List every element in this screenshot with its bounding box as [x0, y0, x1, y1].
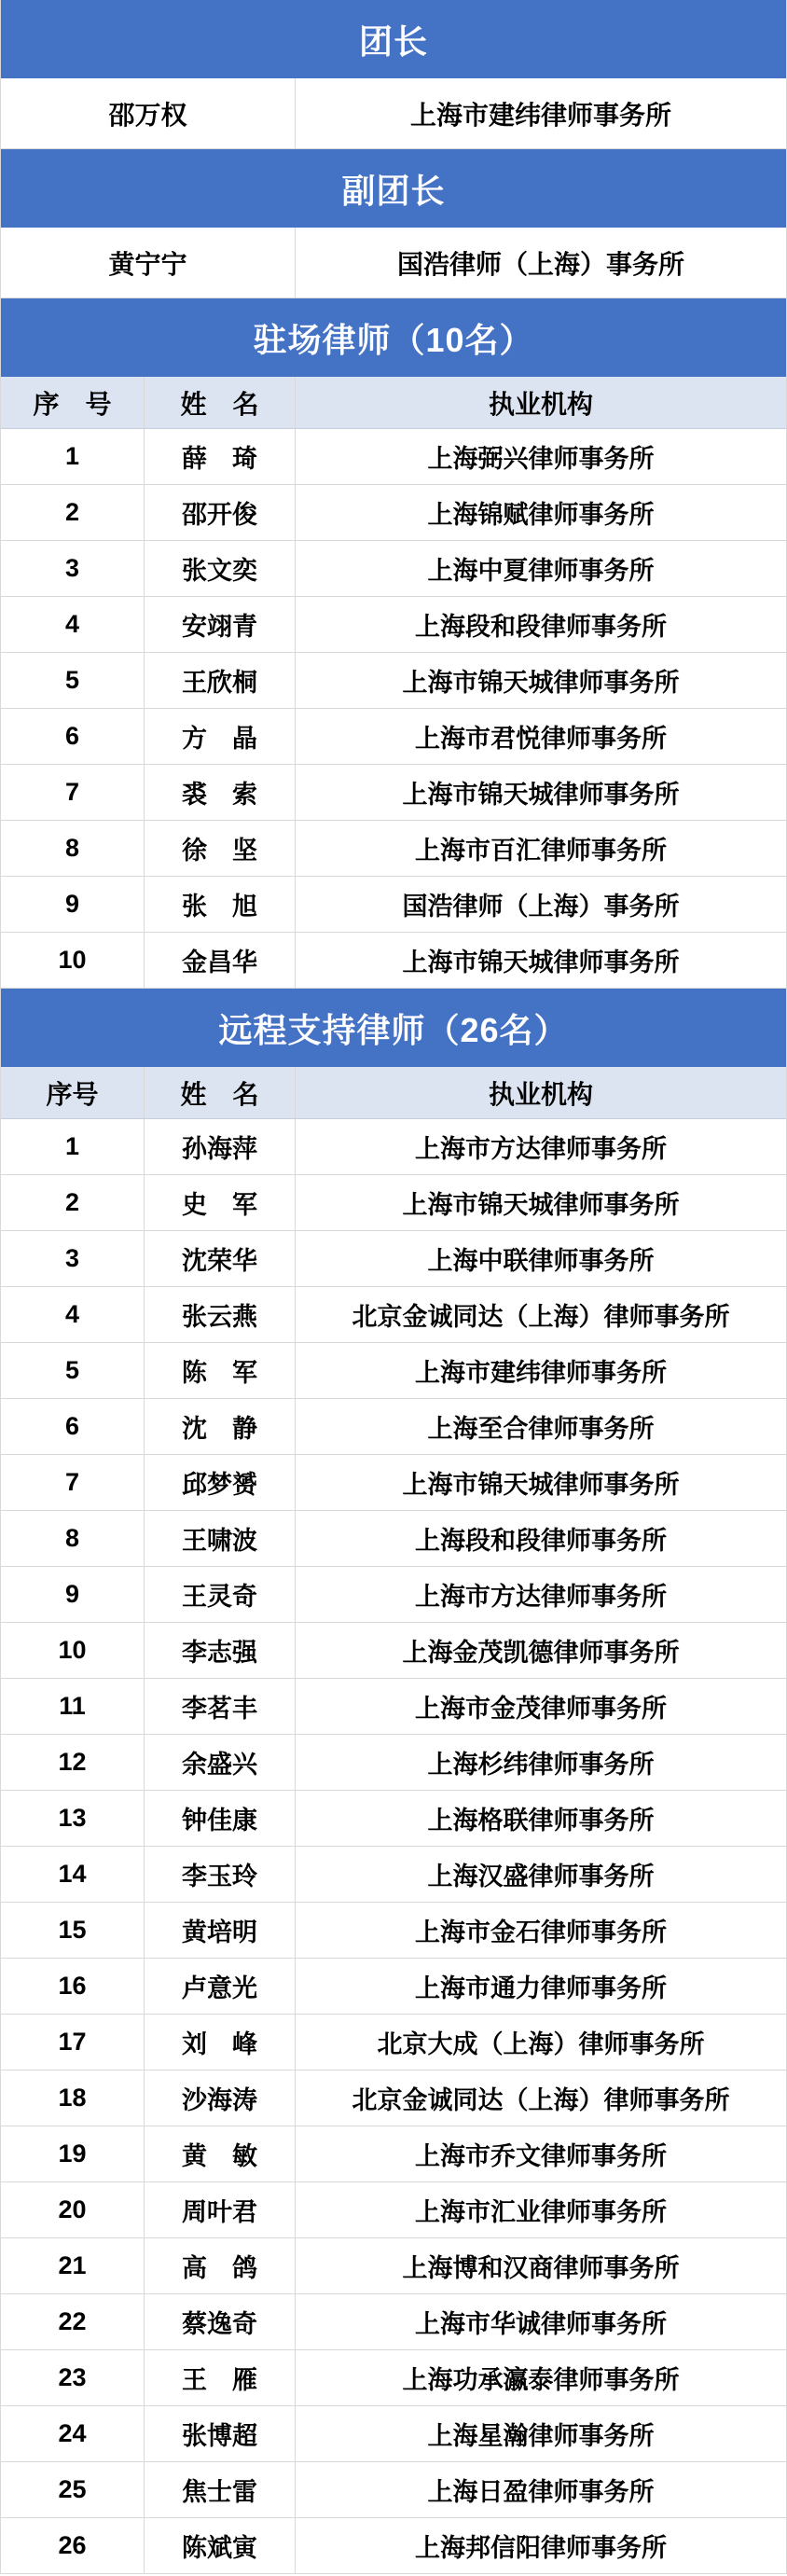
deputy-leader-name: 黄宁宁: [1, 228, 296, 298]
row-name: 徐 坚: [145, 821, 296, 876]
row-no: 9: [1, 877, 145, 932]
table-row: [1, 877, 786, 933]
row-name: 黄培明: [145, 1903, 296, 1958]
row-firm: 上海市金茂律师事务所: [415, 1695, 667, 1723]
row-no: 10: [1, 933, 145, 988]
row-firm: 上海金茂凯德律师事务所: [402, 1639, 680, 1667]
table-row: [1, 1847, 786, 1903]
table-row: [1, 1119, 786, 1175]
table-row: [1, 1175, 786, 1231]
row-name: 张 旭: [145, 877, 296, 932]
table-row: [1, 1959, 786, 2015]
row-no: 12: [1, 1735, 145, 1790]
row-firm: 上海市汇业律师事务所: [415, 2198, 667, 2226]
row-firm: 上海市锦天城律师事务所: [402, 1191, 680, 1219]
row-firm: 上海市金石律师事务所: [415, 1918, 667, 1946]
onsite-rows: [1, 429, 786, 989]
row-name: 史 军: [145, 1175, 296, 1230]
row-firm: 上海市通力律师事务所: [415, 1974, 667, 2002]
row-no: 4: [1, 1287, 145, 1342]
table-row: [1, 485, 786, 541]
row-firm: 上海邦信阳律师事务所: [415, 2534, 667, 2562]
row-firm: 国浩律师（上海）事务所: [402, 893, 680, 921]
row-no: 7: [1, 765, 145, 820]
row-firm: 上海锦赋律师事务所: [427, 501, 655, 529]
row-firm: 上海市方达律师事务所: [415, 1583, 667, 1611]
row-firm: 上海市建纬律师事务所: [415, 1359, 667, 1387]
table-row: [1, 765, 786, 821]
table-row: [1, 2015, 786, 2070]
table-row: [1, 2126, 786, 2182]
table-row: [1, 709, 786, 765]
table-row: [1, 1791, 786, 1847]
deputy-leader-firm: 国浩律师（上海）事务所: [396, 249, 684, 279]
row-name: 邵开俊: [145, 485, 296, 540]
table-row: [1, 2294, 786, 2350]
row-no: 6: [1, 1399, 145, 1454]
row-name: 王 雁: [145, 2350, 296, 2405]
row-firm: 上海至合律师事务所: [427, 1415, 655, 1443]
row-no: 10: [1, 1623, 145, 1678]
row-no: 25: [1, 2462, 145, 2517]
row-no: 16: [1, 1959, 145, 2014]
column-header-firm: 执业机构: [488, 1079, 593, 1109]
table-row: [1, 541, 786, 597]
row-no: 20: [1, 2182, 145, 2237]
row-no: 19: [1, 2126, 145, 2181]
table-row: [1, 1679, 786, 1735]
row-no: 3: [1, 1231, 145, 1286]
row-name: 沈 静: [145, 1399, 296, 1454]
row-firm: 上海功承瀛泰律师事务所: [402, 2366, 680, 2394]
column-header-name: 姓 名: [145, 1067, 296, 1118]
row-name: 沈荣华: [145, 1231, 296, 1286]
table-row: [1, 1343, 786, 1399]
row-no: 2: [1, 485, 145, 540]
row-no: 13: [1, 1791, 145, 1846]
row-name: 张云燕: [145, 1287, 296, 1342]
row-name: 王啸波: [145, 1511, 296, 1566]
row-name: 陈 军: [145, 1343, 296, 1398]
row-name: 李志强: [145, 1623, 296, 1678]
table-row: [1, 1735, 786, 1791]
table-row: [1, 429, 786, 485]
table-row: [1, 1455, 786, 1511]
leader-row: [1, 78, 786, 149]
table-row: [1, 2406, 786, 2462]
row-firm: 上海中联律师事务所: [427, 1247, 655, 1275]
table-row: [1, 2070, 786, 2126]
table-row: [1, 933, 786, 989]
row-no: 3: [1, 541, 145, 596]
row-name: 周叶君: [145, 2182, 296, 2237]
column-header-no: 序号: [1, 1067, 145, 1118]
row-firm: 上海星瀚律师事务所: [427, 2422, 655, 2450]
row-no: 24: [1, 2406, 145, 2461]
table-row: [1, 1511, 786, 1567]
row-name: 张文奕: [145, 541, 296, 596]
row-name: 陈斌寅: [145, 2518, 296, 2573]
row-name: 卢意光: [145, 1959, 296, 2014]
remote-rows: [1, 1119, 786, 2574]
row-no: 8: [1, 821, 145, 876]
row-no: 4: [1, 597, 145, 652]
row-no: 14: [1, 1847, 145, 1902]
row-no: 22: [1, 2294, 145, 2349]
row-no: 21: [1, 2238, 145, 2293]
row-no: 23: [1, 2350, 145, 2405]
row-firm: 北京大成（上海）律师事务所: [377, 2030, 705, 2058]
row-no: 1: [1, 1119, 145, 1174]
deputy-leader-row: [1, 228, 786, 298]
remote-header-row: [1, 1067, 786, 1119]
row-no: 2: [1, 1175, 145, 1230]
section-banner-leader: 团长: [1, 0, 786, 78]
row-no: 9: [1, 1567, 145, 1622]
table-row: [1, 2350, 786, 2406]
leader-firm: 上海市建纬律师事务所: [409, 100, 671, 130]
row-no: 5: [1, 653, 145, 708]
table-row: [1, 821, 786, 877]
row-firm: 北京金诚同达（上海）律师事务所: [352, 2086, 730, 2114]
row-firm: 上海杉纬律师事务所: [427, 1751, 655, 1779]
row-firm: 上海市方达律师事务所: [415, 1135, 667, 1163]
row-firm: 上海弼兴律师事务所: [427, 445, 655, 473]
row-name: 张博超: [145, 2406, 296, 2461]
table-row: [1, 2182, 786, 2238]
table-row: [1, 1399, 786, 1455]
row-name: 钟佳康: [145, 1791, 296, 1846]
row-name: 黄 敏: [145, 2126, 296, 2181]
column-header-no: 序 号: [1, 377, 145, 428]
row-name: 沙海涛: [145, 2070, 296, 2126]
row-firm: 上海市锦天城律师事务所: [402, 781, 680, 809]
row-firm: 上海市华诚律师事务所: [415, 2310, 667, 2338]
row-name: 蔡逸奇: [145, 2294, 296, 2349]
section-banner-remote-lawyers: 远程支持律师（26名）: [1, 989, 786, 1067]
table-row: [1, 1903, 786, 1959]
table-row: [1, 1287, 786, 1343]
row-name: 刘 峰: [145, 2015, 296, 2070]
row-name: 方 晶: [145, 709, 296, 764]
section-banner-deputy-leader: 副团长: [1, 149, 786, 228]
row-name: 薛 琦: [145, 429, 296, 484]
row-firm: 上海市君悦律师事务所: [415, 725, 667, 753]
row-no: 6: [1, 709, 145, 764]
row-name: 邱梦赟: [145, 1455, 296, 1510]
row-name: 高 鸽: [145, 2238, 296, 2293]
row-no: 8: [1, 1511, 145, 1566]
row-firm: 上海博和汉商律师事务所: [402, 2254, 680, 2282]
row-firm: 上海市锦天城律师事务所: [402, 949, 680, 976]
leader-name: 邵万权: [1, 78, 296, 148]
row-firm: 北京金诚同达（上海）律师事务所: [352, 1303, 730, 1331]
row-firm: 上海市乔文律师事务所: [415, 2142, 667, 2170]
row-firm: 上海格联律师事务所: [427, 1807, 655, 1835]
row-no: 11: [1, 1679, 145, 1734]
table-row: [1, 2518, 786, 2574]
row-name: 裘 索: [145, 765, 296, 820]
table-row: [1, 2462, 786, 2518]
table-row: [1, 597, 786, 653]
table-row: [1, 1231, 786, 1287]
row-no: 7: [1, 1455, 145, 1510]
row-firm: 上海段和段律师事务所: [415, 1527, 667, 1555]
row-firm: 上海市锦天城律师事务所: [402, 669, 680, 697]
row-name: 金昌华: [145, 933, 296, 988]
table-row: [1, 1567, 786, 1623]
row-firm: 上海汉盛律师事务所: [427, 1863, 655, 1890]
table-row: [1, 653, 786, 709]
row-name: 李茗丰: [145, 1679, 296, 1734]
onsite-header-row: [1, 377, 786, 429]
row-name: 李玉玲: [145, 1847, 296, 1902]
row-firm: 上海日盈律师事务所: [427, 2478, 655, 2506]
column-header-name: 姓 名: [145, 377, 296, 428]
row-no: 5: [1, 1343, 145, 1398]
row-no: 18: [1, 2070, 145, 2126]
row-no: 15: [1, 1903, 145, 1958]
row-name: 王欣桐: [145, 653, 296, 708]
column-header-firm: 执业机构: [488, 389, 593, 419]
section-banner-onsite-lawyers: 驻场律师（10名）: [1, 298, 786, 377]
row-no: 26: [1, 2518, 145, 2573]
row-no: 17: [1, 2015, 145, 2070]
row-firm: 上海市百汇律师事务所: [415, 837, 667, 865]
row-no: 1: [1, 429, 145, 484]
row-firm: 上海市锦天城律师事务所: [402, 1471, 680, 1499]
table-row: [1, 2238, 786, 2294]
row-name: 王灵奇: [145, 1567, 296, 1622]
row-name: 余盛兴: [145, 1735, 296, 1790]
row-name: 孙海萍: [145, 1119, 296, 1174]
row-firm: 上海段和段律师事务所: [415, 613, 667, 641]
row-name: 焦士雷: [145, 2462, 296, 2517]
row-name: 安翊青: [145, 597, 296, 652]
row-firm: 上海中夏律师事务所: [427, 557, 655, 585]
table-row: [1, 1623, 786, 1679]
